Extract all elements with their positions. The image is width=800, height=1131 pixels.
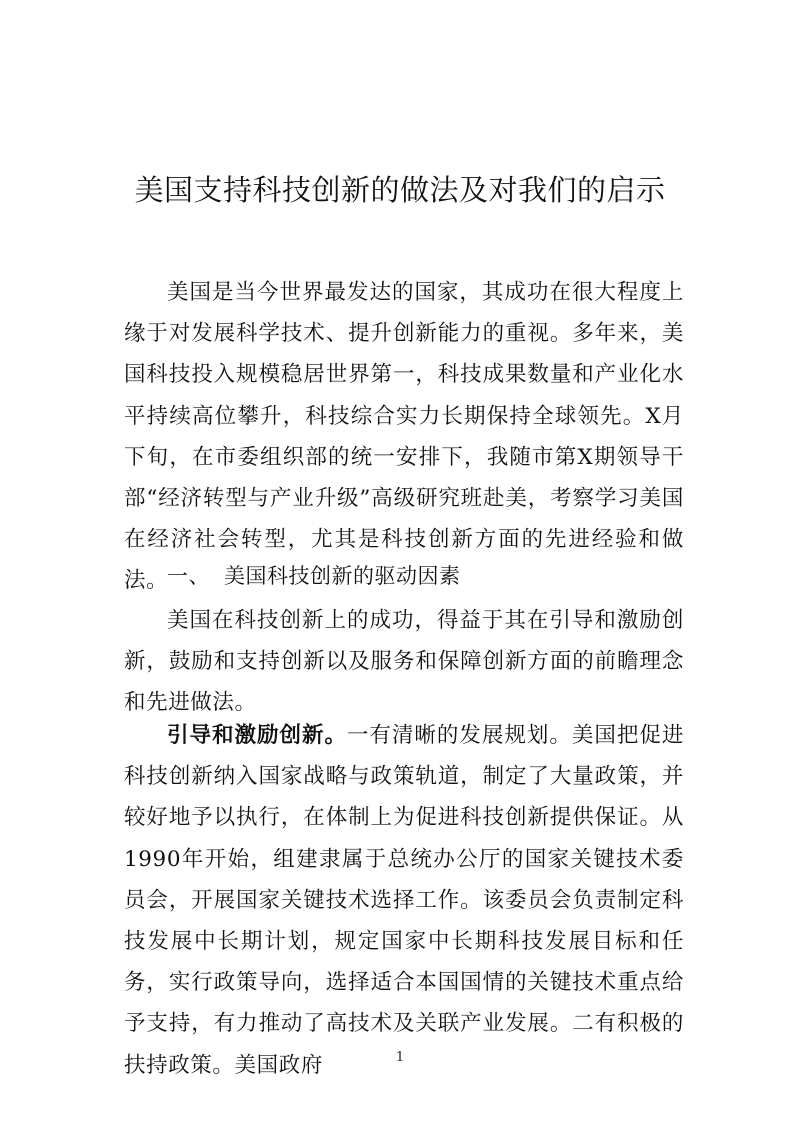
section-number: 一、 — [167, 564, 210, 588]
paragraph-body: 美国把促进科技创新纳入国家战略与政策轨道，制定了大量政策，并较好地予以执行，在体制上为促进科技创新提供保证。从 1990年开始，组建隶属于总统办公厅的国家关键技术委员会，开展国家关键技术选择工作。该委员会负责制定科技发展中长期计划，规定国家中长期科技发展目标和任务，实行政策导向，选择适合本国国情的关键技术重点给予支持，有力推动了高技术及关联产业发展。 — [124, 723, 684, 1037]
paragraph-sub-lead: 一有清晰的发展规划。 — [346, 723, 572, 748]
section-heading-text: 美国科技创新的驱动因素 — [224, 564, 461, 588]
paragraph-lead: 引导和激励创新。 — [167, 723, 347, 748]
section-paragraph: 美国在科技创新上的成功，得益于其在引导和激励创新，鼓励和支持创新以及服务和保障创新方面的前瞻理念和先进做法。 — [124, 608, 684, 716]
paragraph-sub-lead-2: 二有积极的扶持政策。 — [124, 1011, 684, 1078]
intro-paragraph: 美国是当今世界最发达的国家，其成功在很大程度上缘于对发展科学技术、提升创新能力的重视。多年来，美国科技投入规模稳居世界第一，科技成果数量和产业化水平持续高位攀升，科技综合实力长期保持全球领先。X月下旬，在市委组织部的统一安排下，我随市第X期领导干部“经济转型与产业升级”高级研究班赴美，考察学习美国在经济社会转型，尤其是科技创新方面的先进经验和做法。 — [124, 280, 684, 594]
paragraph-tail: 美国政府 — [234, 1052, 323, 1078]
body-paragraph — [124, 715, 684, 1086]
document-title: 美国支持科技创新的做法及对我们的启示 — [134, 173, 666, 207]
page-number: 1 — [395, 1050, 405, 1065]
section-heading — [167, 560, 461, 592]
